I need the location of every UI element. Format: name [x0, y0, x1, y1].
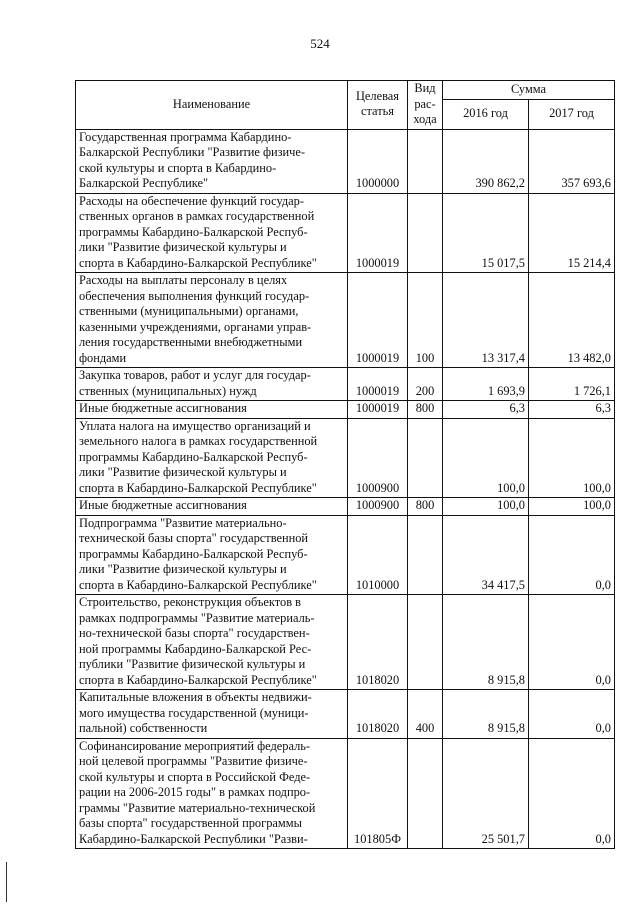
row-name-line: технической базы спорта" государственной: [79, 531, 309, 545]
row-name-line: земельного налога в рамках государственной: [79, 434, 318, 448]
row-name-line: рамках подпрограммы "Развитие материаль-: [79, 610, 315, 625]
row-name-line: Балкарской Республике": [79, 176, 209, 190]
row-name-line: спорта в Кабардино-Балкарской Республике": [79, 480, 317, 495]
row-code: 1000019: [348, 273, 408, 368]
row-sum-2017: 1 726,1: [529, 368, 615, 401]
row-name-line: Балкарской Республики "Развитие физиче-: [79, 145, 306, 159]
row-type: 200: [408, 368, 443, 401]
row-name-line: Софинансирование мероприятий федераль-: [79, 738, 311, 753]
table-row: [76, 273, 615, 368]
row-name-line: но-технической базы спорта" государствен-: [79, 626, 310, 640]
row-name-line: Государственная программа Кабардино-: [79, 129, 292, 144]
row-sum-2017: 13 482,0: [529, 273, 615, 368]
row-sum-2017: 0,0: [529, 595, 615, 690]
row-name-line: ственными (муниципальными) органами,: [79, 304, 299, 318]
row-name: [76, 368, 348, 401]
row-sum-2016: 8 915,8: [443, 595, 529, 690]
row-sum-2017: 0,0: [529, 690, 615, 739]
row-name-line: лики "Развитие физической культуры и: [79, 240, 287, 254]
row-name-line: Закупка товаров, работ и услуг для государ-: [79, 368, 311, 382]
row-code: 1000900: [348, 418, 408, 498]
row-name-line: программы Кабардино-Балкарской Респуб-: [79, 449, 308, 464]
row-name: [76, 273, 348, 368]
row-sum-2017: 0,0: [529, 515, 615, 595]
row-name-line: граммы "Развитие материально-технической: [79, 800, 316, 815]
row-sum-2016: 8 915,8: [443, 690, 529, 739]
row-code: 1000019: [348, 368, 408, 401]
row-code: 101805Ф: [348, 738, 408, 849]
row-sum-2017: 0,0: [529, 738, 615, 849]
row-name: [76, 738, 348, 849]
header-type-line: рас-: [414, 96, 436, 111]
row-sum-2017: 100,0: [529, 498, 615, 516]
row-name-line: Расходы на обеспечение функций государ-: [79, 193, 305, 208]
row-name-line: ной программы Кабардино-Балкарской Рес-: [79, 641, 312, 656]
row-name-line: Иные бюджетные ассигнования: [79, 401, 247, 415]
row-name-line: ской культуры и спорта в Кабардино-: [79, 160, 277, 175]
row-sum-2017: 100,0: [529, 418, 615, 498]
row-name-line: ской культуры и спорта в Российской Феде-: [79, 769, 311, 784]
table-row: [76, 129, 615, 193]
row-type: [408, 515, 443, 595]
row-type: [408, 193, 443, 273]
row-type: [408, 418, 443, 498]
row-name: [76, 193, 348, 273]
row-sum-2017: 6,3: [529, 401, 615, 419]
row-name: [76, 129, 348, 193]
row-name-line: мого имущества государственной (муници-: [79, 705, 309, 720]
page-number: 524: [310, 36, 330, 51]
table-row: [76, 738, 615, 849]
row-name: [76, 418, 348, 498]
row-type: 800: [408, 498, 443, 516]
row-name-line: программы Кабардино-Балкарской Респуб-: [79, 224, 308, 239]
row-name-line: базы спорта" государственной программы: [79, 816, 302, 830]
table-row: [76, 515, 615, 595]
row-name-line: казенными учреждениями, органами управ-: [79, 319, 312, 334]
row-type: [408, 129, 443, 193]
row-name-line: публики "Развитие физической культуры и: [79, 657, 306, 671]
row-name-line: ной целевой программы "Развитие физиче-: [79, 754, 308, 768]
row-name-line: Капитальные вложения в объекты недвижи-: [79, 690, 312, 704]
header-code: [348, 81, 408, 130]
row-type: 400: [408, 690, 443, 739]
row-name: [76, 498, 348, 516]
row-sum-2016: 1 693,9: [443, 368, 529, 401]
row-name-line: ления государственными внебюджетными: [79, 335, 303, 349]
header-name: Наименование: [76, 81, 348, 130]
row-code: 1000019: [348, 401, 408, 419]
row-name-line: ственных органов в рамках государственной: [79, 209, 315, 223]
row-name-line: программы Кабардино-Балкарской Респуб-: [79, 546, 308, 561]
row-name-line: обеспечения выполнения функций государ-: [79, 288, 310, 303]
row-name-line: Строительство, реконструкция объектов в: [79, 595, 301, 609]
row-type: 100: [408, 273, 443, 368]
row-sum-2016: 6,3: [443, 401, 529, 419]
row-name-line: спорта в Кабардино-Балкарской Республике": [79, 577, 317, 592]
row-sum-2017: 357 693,6: [529, 129, 615, 193]
row-code: 1010000: [348, 515, 408, 595]
header-type-line: Вид: [414, 81, 436, 95]
table-header: [76, 81, 615, 130]
table-row: [76, 193, 615, 273]
table-row: [76, 690, 615, 739]
row-code: 1000000: [348, 129, 408, 193]
header-type: [408, 81, 443, 130]
row-name-line: Уплата налога на имущество организаций и: [79, 418, 311, 433]
row-name-line: лики "Развитие физической культуры и: [79, 562, 287, 576]
header-type-line: хода: [413, 112, 437, 126]
row-name-line: Иные бюджетные ассигнования: [79, 498, 247, 512]
row-name-line: ственных (муниципальных) нужд: [79, 383, 257, 398]
row-name: [76, 690, 348, 739]
row-name-line: фондами: [79, 350, 127, 365]
row-sum-2017: 15 214,4: [529, 193, 615, 273]
row-name-line: Расходы на выплаты персоналу в целях: [79, 273, 288, 287]
table-row: [76, 368, 615, 401]
table-row: [76, 418, 615, 498]
margin-mark: [6, 862, 7, 902]
table-row: [76, 498, 615, 516]
row-sum-2016: 13 317,4: [443, 273, 529, 368]
row-type: [408, 738, 443, 849]
table-body: [76, 129, 615, 849]
row-name-line: спорта в Кабардино-Балкарской Республике": [79, 255, 317, 270]
row-type: 800: [408, 401, 443, 419]
header-code-line: статья: [360, 104, 394, 119]
table-row: [76, 401, 615, 419]
header-year-2017: 2017 год: [529, 99, 615, 129]
row-type: [408, 595, 443, 690]
row-code: 1000019: [348, 193, 408, 273]
row-name: [76, 515, 348, 595]
row-code: 1018020: [348, 690, 408, 739]
row-code: 1000900: [348, 498, 408, 516]
row-name-line: рации на 2006-2015 годы" в рамках подпро-: [79, 785, 311, 799]
table-row: [76, 595, 615, 690]
row-sum-2016: 34 417,5: [443, 515, 529, 595]
row-sum-2016: 390 862,2: [443, 129, 529, 193]
row-name-line: пальной) собственности: [79, 721, 208, 735]
row-name: [76, 595, 348, 690]
row-code: 1018020: [348, 595, 408, 690]
header-code-line: Целевая: [355, 88, 400, 103]
row-name-line: спорта в Кабардино-Балкарской Республике": [79, 672, 317, 687]
row-name-line: лики "Развитие физической культуры и: [79, 465, 287, 479]
row-sum-2016: 15 017,5: [443, 193, 529, 273]
row-sum-2016: 25 501,7: [443, 738, 529, 849]
row-sum-2016: 100,0: [443, 418, 529, 498]
header-sum: Сумма: [443, 81, 615, 100]
row-name: [76, 401, 348, 419]
row-name-line: Кабардино-Балкарской Республики "Разви-: [79, 831, 308, 846]
row-name-line: Подпрограмма "Развитие материально-: [79, 515, 287, 530]
row-sum-2016: 100,0: [443, 498, 529, 516]
header-year-2016: 2016 год: [443, 99, 529, 129]
budget-table: [75, 80, 615, 849]
